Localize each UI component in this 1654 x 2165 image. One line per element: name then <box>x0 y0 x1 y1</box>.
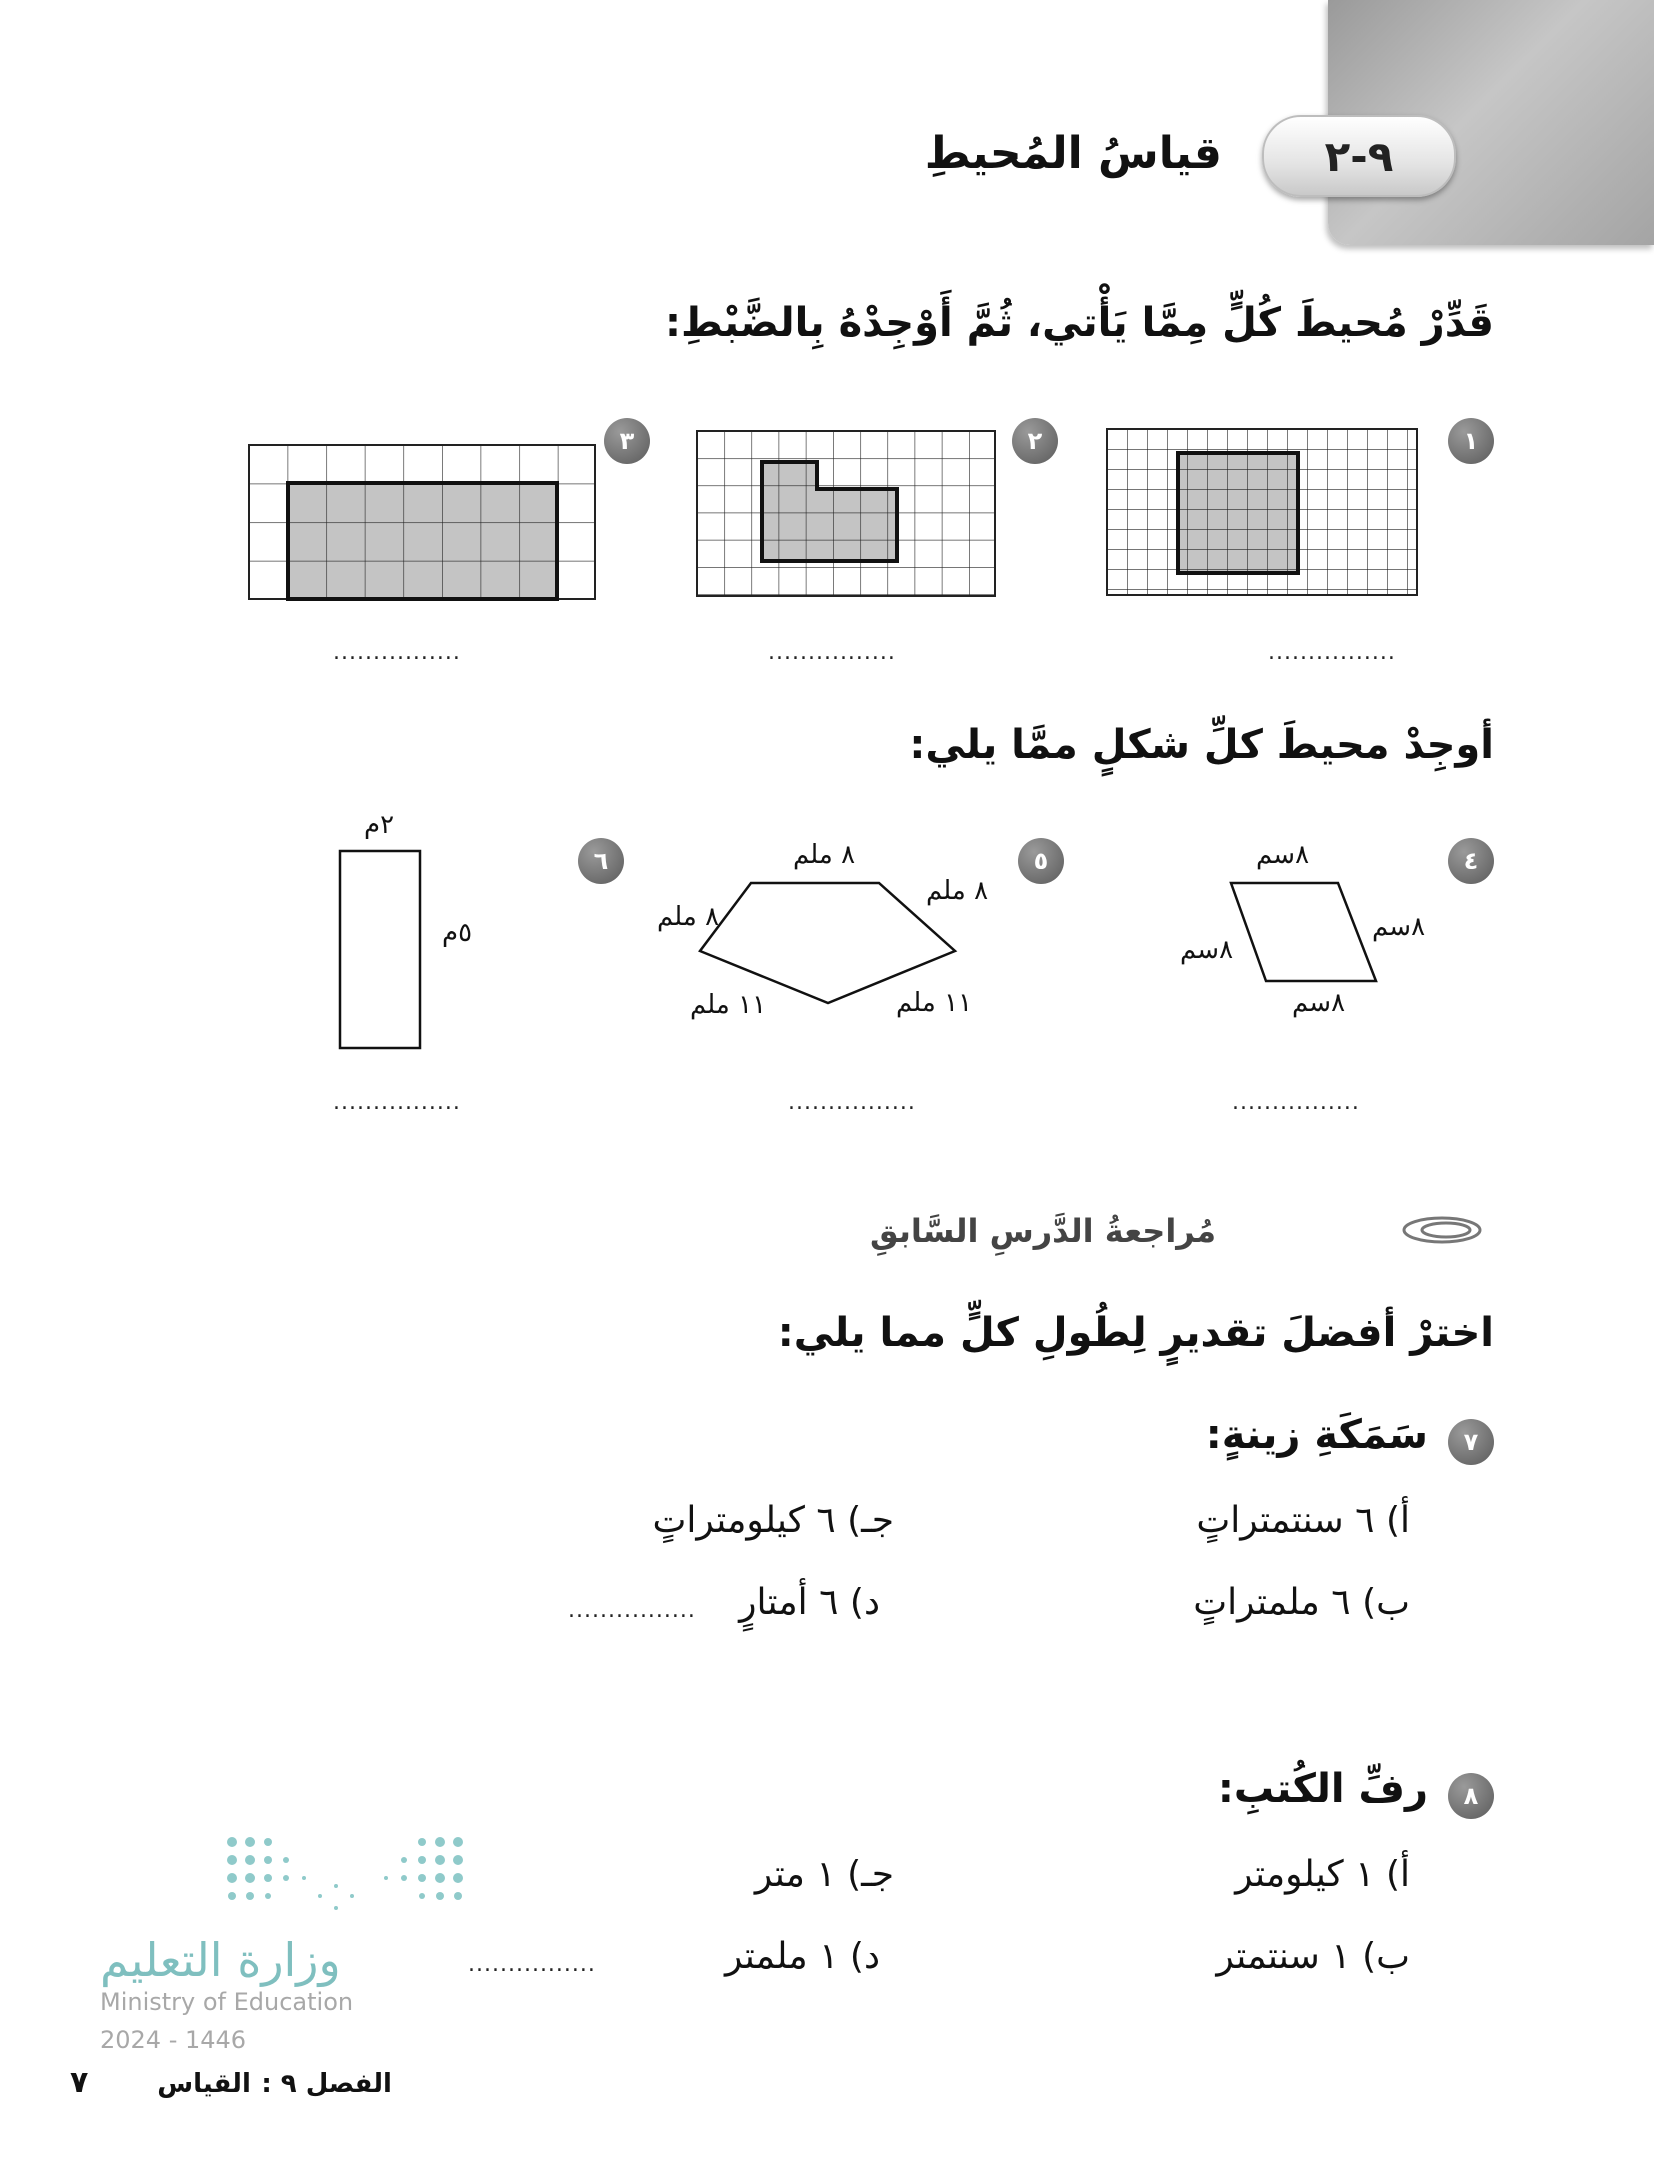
section2-instruction: أوجِدْ محيطَ كلِّ شكلٍ ممَّا يلي: <box>909 722 1494 768</box>
option-c[interactable]: جـ) ٦ كيلومتراتٍ <box>652 1500 894 1541</box>
chapter-label: الفصل ٩ : <box>261 2069 392 2099</box>
section1-instruction: قَدِّرْ مُحيطَ كُلٍّ مِمَّا يَأْتي، ثُمَّ أَوْجِدْهُ بِالضَّبْطِ: <box>665 300 1494 346</box>
option-d[interactable]: د) ١ ملمتر <box>724 1936 880 1977</box>
ministry-name-ar: وزارة التعليم <box>100 1933 341 1987</box>
grid-figure-3 <box>249 445 595 599</box>
question-number-badge: ٨ <box>1448 1773 1494 1819</box>
side-label: ٨ ملم <box>793 840 856 870</box>
option-d[interactable]: د) ٦ أمتارٍ <box>739 1582 880 1623</box>
grid-figure-1 <box>1107 429 1417 595</box>
option-c[interactable]: جـ) ١ متر <box>754 1854 894 1895</box>
side-label: ٥م <box>442 918 473 948</box>
option-a[interactable]: أ) ٦ سنتمتراتٍ <box>1196 1500 1410 1541</box>
grid-figure-2 <box>697 431 995 596</box>
side-label: ٨سم <box>1256 840 1310 870</box>
side-label: ١١ ملم <box>896 988 973 1018</box>
item-number-badge: ٣ <box>604 418 650 464</box>
grid <box>697 431 995 596</box>
swirl-icon <box>1404 1218 1480 1242</box>
answer-blank[interactable]: ................ <box>1232 1090 1360 1115</box>
answer-blank[interactable]: ................ <box>788 1090 916 1115</box>
answer-blank[interactable]: ................ <box>333 640 461 665</box>
pentagon-shape <box>700 883 955 1003</box>
answer-blank[interactable]: ................ <box>468 1952 596 1977</box>
question-prompt: سَمَكَةِ زينةٍ: <box>1205 1412 1428 1458</box>
question-prompt: رفِّ الكُتبِ: <box>1217 1766 1428 1812</box>
page-footer <box>70 2065 392 2100</box>
side-label: ٢م <box>364 810 395 840</box>
item-number-badge: ٤ <box>1448 838 1494 884</box>
side-label: ٨ ملم <box>926 876 989 906</box>
answer-blank[interactable]: ................ <box>568 1598 696 1623</box>
option-b[interactable]: ب) ١ سنتمتر <box>1216 1936 1410 1977</box>
side-label: ٨سم <box>1292 988 1346 1018</box>
review-heading: مُراجعةُ الدَّرسِ السَّابقِ <box>870 1212 1216 1250</box>
ministry-year: 2024 - 1446 <box>100 2026 247 2054</box>
side-label: ٨سم <box>1372 912 1426 942</box>
answer-blank[interactable]: ................ <box>1268 640 1396 665</box>
item-number-badge: ٦ <box>578 838 624 884</box>
page-title: قياسُ المُحيطِ <box>924 128 1222 179</box>
side-label: ١١ ملم <box>690 990 767 1020</box>
page-number: ٧ <box>70 2065 89 2100</box>
lesson-number: ٩-٢ <box>1324 131 1394 181</box>
review-instruction: اخترْ أفضلَ تقديرٍ لِطُولِ كلٍّ مما يلي: <box>777 1310 1494 1356</box>
side-label: ٨سم <box>1180 935 1234 965</box>
ministry-logo-dots <box>227 1837 463 1910</box>
answer-blank[interactable]: ................ <box>768 640 896 665</box>
item-number-badge: ١ <box>1448 418 1494 464</box>
option-b[interactable]: ب) ٦ ملمتراتٍ <box>1193 1582 1410 1623</box>
rhombus-shape <box>1231 883 1376 981</box>
ministry-name-en: Ministry of Education <box>100 1988 354 2016</box>
item-number-badge: ٥ <box>1018 838 1064 884</box>
item-number-badge: ٢ <box>1012 418 1058 464</box>
rectangle-shape <box>340 851 420 1048</box>
side-label: ٨ ملم <box>657 902 720 932</box>
chapter-title: القياس <box>157 2069 251 2099</box>
grid <box>249 445 595 599</box>
question-number-badge: ٧ <box>1448 1419 1494 1465</box>
answer-blank[interactable]: ................ <box>333 1090 461 1115</box>
option-a[interactable]: أ) ١ كيلومتر <box>1235 1854 1410 1895</box>
